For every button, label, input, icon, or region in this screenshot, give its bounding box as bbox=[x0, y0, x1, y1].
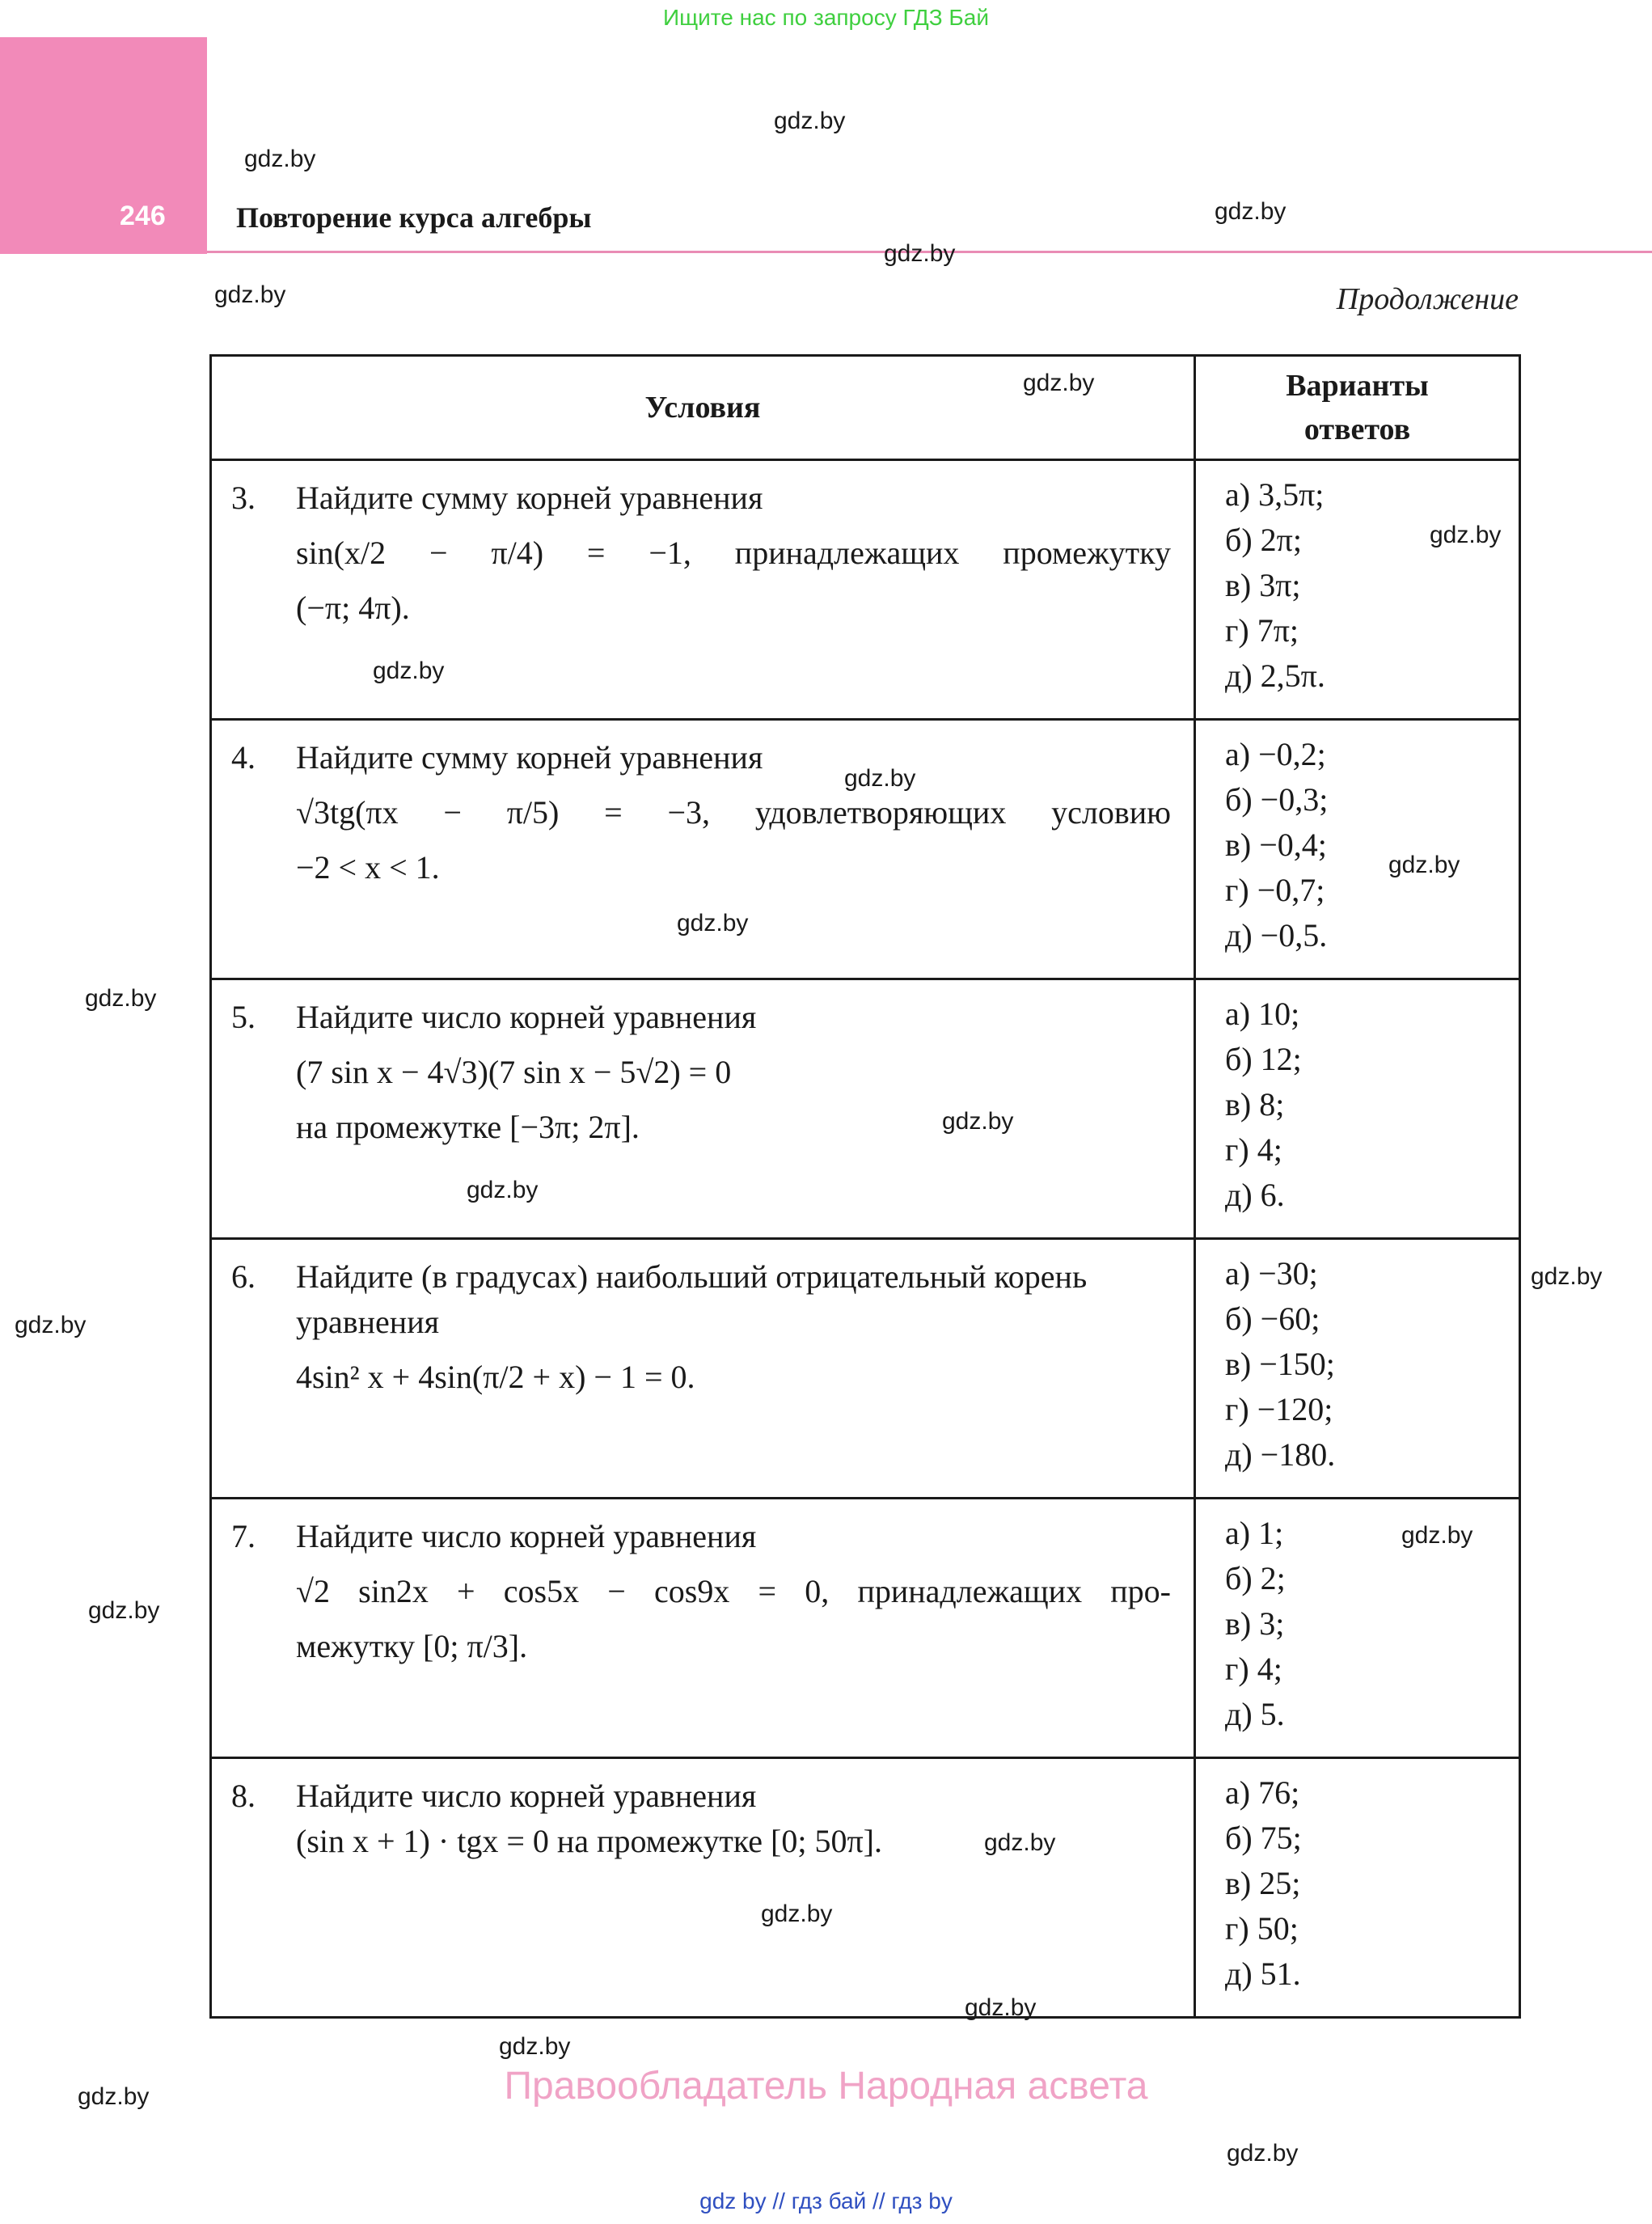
answer-option: в) 8; bbox=[1225, 1086, 1285, 1123]
task-equation: межутку [0; π/3]. bbox=[296, 1628, 528, 1664]
answer-option: а) 1; bbox=[1225, 1515, 1284, 1551]
task-statement: Найдите сумму корней уравнения bbox=[296, 480, 763, 516]
watermark: gdz.by bbox=[214, 281, 286, 308]
answer-option: в) 3; bbox=[1225, 1605, 1285, 1642]
watermark: gdz.by bbox=[85, 985, 157, 1012]
watermark: gdz.by bbox=[1430, 522, 1502, 548]
answer-option: б) −60; bbox=[1225, 1300, 1320, 1337]
task-equation: sin(x/2 − π/4) = −1, принадлежащих промежутку bbox=[296, 535, 1171, 571]
task-equation: (7 sin x − 4√3)(7 sin x − 5√2) = 0 bbox=[296, 1054, 732, 1090]
watermark: gdz.by bbox=[1215, 198, 1287, 225]
watermark: gdz.by bbox=[1388, 852, 1460, 878]
task-row bbox=[211, 720, 1520, 979]
header-answers-line1: Варианты bbox=[1286, 369, 1429, 403]
answer-option: б) 2π; bbox=[1225, 522, 1302, 558]
header-answers-line2: ответов bbox=[1303, 412, 1411, 446]
task-equation: √3tg(πx − π/5) = −3, удовлетворяющих условию bbox=[296, 794, 1171, 831]
header-conditions: Условия bbox=[211, 356, 1195, 460]
task-number: 8. bbox=[231, 1778, 256, 1814]
watermark: gdz.by bbox=[78, 2083, 150, 2110]
footer-links[interactable]: gdz by // гдз бай // гдз by bbox=[699, 2188, 953, 2213]
answer-option: г) 4; bbox=[1225, 1651, 1282, 1687]
watermark: gdz.by bbox=[1023, 370, 1095, 396]
answer-option: г) −120; bbox=[1225, 1391, 1333, 1427]
answer-option: б) −0,3; bbox=[1225, 781, 1329, 818]
task-condition bbox=[211, 460, 1195, 720]
task-equation: 4sin² x + 4sin(π/2 + x) − 1 = 0. bbox=[296, 1359, 695, 1395]
page-number-tab bbox=[0, 37, 207, 254]
answer-option: а) 10; bbox=[1225, 996, 1300, 1032]
answer-option: в) 3π; bbox=[1225, 567, 1301, 603]
task-equation: (sin x + 1) · tgx = 0 на промежутке [0; 50π]. bbox=[296, 1823, 882, 1859]
task-row bbox=[211, 1758, 1520, 2018]
task-number: 6. bbox=[231, 1258, 256, 1295]
task-condition bbox=[211, 1499, 1195, 1758]
task-equation: √2 sin2x + cos5x − cos9x = 0, принадлежащих про- bbox=[296, 1573, 1171, 1609]
task-row bbox=[211, 1499, 1520, 1758]
answer-option: д) 51. bbox=[1225, 1956, 1301, 1992]
task-number: 4. bbox=[231, 739, 256, 776]
task-row bbox=[211, 1239, 1520, 1499]
task-condition bbox=[211, 720, 1195, 979]
answer-options bbox=[1195, 720, 1520, 979]
watermark: gdz.by bbox=[942, 1108, 1014, 1135]
task-condition bbox=[211, 1758, 1195, 2018]
watermark: gdz.by bbox=[761, 1901, 833, 1927]
watermark: gdz.by bbox=[15, 1312, 87, 1338]
watermark: gdz.by bbox=[884, 240, 956, 267]
answer-option: в) −150; bbox=[1225, 1346, 1335, 1382]
copyright-notice: Правообладатель Народная асвета bbox=[504, 2065, 1148, 2108]
task-statement: Найдите сумму корней уравнения bbox=[296, 739, 763, 776]
watermark: gdz.by bbox=[1531, 1263, 1603, 1290]
watermark: gdz.by bbox=[984, 1829, 1056, 1856]
answer-option: б) 12; bbox=[1225, 1041, 1302, 1077]
task-number: 3. bbox=[231, 480, 256, 516]
watermark: gdz.by bbox=[244, 146, 316, 172]
task-condition bbox=[211, 1239, 1195, 1499]
answer-options bbox=[1195, 1758, 1520, 2018]
answer-option: г) 4; bbox=[1225, 1131, 1282, 1168]
watermark: gdz.by bbox=[844, 765, 916, 792]
task-equation: на промежутке [−3π; 2π]. bbox=[296, 1109, 640, 1145]
top-search-link[interactable]: Ищите нас по запросу ГДЗ Бай bbox=[662, 5, 990, 30]
watermark: gdz.by bbox=[677, 910, 749, 937]
answer-options bbox=[1195, 979, 1520, 1239]
answer-option: д) −0,5. bbox=[1225, 917, 1328, 953]
task-number: 5. bbox=[231, 999, 256, 1035]
task-number: 7. bbox=[231, 1518, 256, 1554]
continuation-label: Продолжение bbox=[1336, 282, 1519, 316]
task-condition bbox=[211, 979, 1195, 1239]
answer-option: в) −0,4; bbox=[1225, 827, 1327, 863]
watermark: gdz.by bbox=[373, 657, 445, 684]
watermark: gdz.by bbox=[1227, 2140, 1299, 2167]
answer-options bbox=[1195, 460, 1520, 720]
task-equation: −2 < x < 1. bbox=[296, 849, 440, 886]
answer-option: б) 2; bbox=[1225, 1560, 1286, 1596]
watermark: gdz.by bbox=[499, 2033, 571, 2060]
running-title: Повторение курса алгебры bbox=[236, 201, 592, 234]
watermark: gdz.by bbox=[774, 108, 846, 134]
task-equation: (−π; 4π). bbox=[296, 590, 410, 626]
table-header-row bbox=[211, 356, 1520, 460]
tasks-table bbox=[209, 354, 1521, 2019]
task-statement: Найдите (в градусах) наибольший отрицательный корень уравнения bbox=[296, 1258, 1088, 1340]
answer-option: а) 3,5π; bbox=[1225, 476, 1325, 513]
answer-option: а) 76; bbox=[1225, 1774, 1300, 1811]
answer-option: д) 6. bbox=[1225, 1177, 1285, 1213]
answer-option: г) −0,7; bbox=[1225, 872, 1325, 908]
answer-option: а) −0,2; bbox=[1225, 736, 1326, 772]
watermark: gdz.by bbox=[965, 1994, 1037, 2021]
watermark: gdz.by bbox=[1401, 1522, 1473, 1549]
page-number: 246 bbox=[120, 201, 166, 231]
answer-option: д) 2,5π. bbox=[1225, 657, 1325, 694]
task-statement: Найдите число корней уравнения bbox=[296, 1778, 757, 1814]
watermark: gdz.by bbox=[88, 1597, 160, 1624]
answer-option: д) −180. bbox=[1225, 1436, 1336, 1473]
task-row bbox=[211, 979, 1520, 1239]
answer-option: г) 50; bbox=[1225, 1910, 1299, 1947]
task-statement: Найдите число корней уравнения bbox=[296, 1518, 757, 1554]
task-statement: Найдите число корней уравнения bbox=[296, 999, 757, 1035]
answer-option: а) −30; bbox=[1225, 1255, 1318, 1292]
answer-options bbox=[1195, 1239, 1520, 1499]
answer-option: б) 75; bbox=[1225, 1820, 1302, 1856]
answer-option: в) 25; bbox=[1225, 1865, 1301, 1901]
answer-option: д) 5. bbox=[1225, 1696, 1285, 1732]
header-answers bbox=[1195, 356, 1520, 460]
answer-option: г) 7π; bbox=[1225, 612, 1299, 649]
watermark: gdz.by bbox=[467, 1177, 539, 1203]
